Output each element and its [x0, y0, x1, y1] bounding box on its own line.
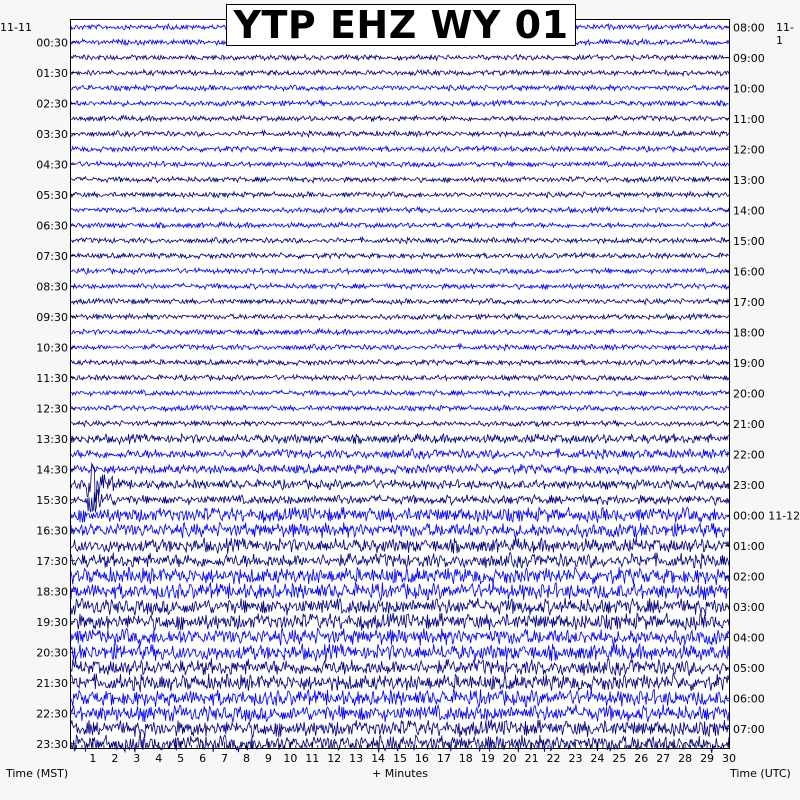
x-tick-label: 10	[283, 752, 298, 765]
right-tick-label: 21:00	[733, 417, 765, 431]
left-axis-label: Time (MST)	[6, 767, 69, 780]
x-tick-label: 29	[700, 752, 715, 765]
trace-row	[71, 613, 729, 631]
trace-row	[71, 70, 729, 76]
left-tick-label: 06:30	[36, 219, 68, 233]
chart-title: YTP EHZ WY 01	[226, 4, 576, 46]
left-tick-label: 15:30	[36, 493, 68, 507]
trace-row	[71, 598, 729, 616]
trace-row	[71, 658, 729, 676]
left-tick-label: 04:30	[36, 158, 68, 172]
right-tick-label: 11:00	[733, 112, 765, 126]
trace-group	[71, 24, 729, 753]
trace-row	[71, 329, 729, 335]
left-tick-label: 01:30	[36, 66, 68, 80]
trace-row	[71, 522, 729, 538]
trace-row	[71, 490, 729, 513]
trace-row	[71, 628, 729, 646]
trace-row	[71, 582, 729, 600]
trace-row	[71, 507, 729, 523]
right-tick-label: 20:00	[733, 387, 765, 401]
right-tick-label: 18:00	[733, 326, 765, 340]
right-tick-label: 03:00	[733, 600, 765, 614]
right-tick-label: 10:00	[733, 82, 765, 96]
x-tick-label: 17	[436, 752, 451, 765]
x-tick-label: 30	[722, 752, 736, 765]
trace-row	[71, 161, 729, 167]
trace-row	[71, 567, 729, 585]
right-tick-label: 12:00	[733, 143, 765, 157]
trace-row	[71, 237, 729, 243]
x-tick-label: 3	[133, 752, 141, 765]
trace-row	[71, 268, 729, 274]
right-tick-label: 22:00	[733, 448, 765, 462]
left-start-date: 11-11	[0, 21, 32, 34]
trace-row	[71, 55, 729, 61]
trace-row	[71, 222, 729, 228]
trace-row	[71, 643, 729, 661]
right-tick-label: 07:00	[733, 722, 765, 736]
trace-row	[71, 421, 729, 427]
left-tick-label: 20:30	[36, 646, 68, 660]
left-tick-label: 12:30	[36, 402, 68, 416]
left-tick-label: 07:30	[36, 249, 68, 263]
trace-row	[71, 115, 729, 121]
x-tick-label: 8	[242, 752, 250, 765]
right-tick-label: 02:00	[733, 570, 765, 584]
left-tick-label: 18:30	[36, 585, 68, 599]
right-tick-label: 17:00	[733, 295, 765, 309]
right-tick-label: 23:00	[733, 478, 765, 492]
trace-row	[71, 146, 729, 152]
trace-row	[71, 344, 729, 350]
left-tick-label: 14:30	[36, 463, 68, 477]
trace-row	[71, 705, 729, 723]
left-tick-label: 11:30	[36, 371, 68, 385]
x-tick-label: 27	[656, 752, 671, 765]
right-tick-label: 14:00	[733, 204, 765, 218]
right-tick-label: 01:00	[733, 539, 765, 553]
x-tick-label: 19	[480, 752, 495, 765]
left-tick-label: 08:30	[36, 280, 68, 294]
x-tick-label: 23	[568, 752, 583, 765]
trace-row	[71, 552, 729, 569]
x-tick-label: 16	[414, 752, 429, 765]
trace-row	[71, 177, 729, 183]
right-tick-label: 06:00	[733, 692, 765, 706]
left-tick-label: 00:30	[36, 36, 68, 50]
left-tick-label: 09:30	[36, 310, 68, 324]
left-tick-label: 10:30	[36, 341, 68, 355]
x-tick-label: 2	[111, 752, 119, 765]
right-tick-label: 16:00	[733, 265, 765, 279]
trace-row	[71, 360, 729, 366]
trace-row	[71, 464, 729, 474]
right-tick-label: 05:00	[733, 661, 765, 675]
right-tick-label: 09:00	[733, 51, 765, 65]
trace-row	[71, 314, 729, 320]
x-tick-label: 12	[327, 752, 342, 765]
left-tick-label: 16:30	[36, 524, 68, 538]
x-tick-label: 6	[199, 752, 207, 765]
trace-row	[71, 390, 729, 396]
left-tick-label: 02:30	[36, 97, 68, 111]
left-tick-label: 17:30	[36, 554, 68, 568]
x-tick-label: 15	[393, 752, 407, 765]
right-tick-label: 00:00 11-12	[733, 509, 800, 523]
x-tick-label: 7	[221, 752, 229, 765]
x-tick-label: 24	[590, 752, 605, 765]
x-tick-label: 22	[546, 752, 561, 765]
left-tick-label: 23:30	[36, 737, 68, 751]
x-tick-label: 18	[458, 752, 473, 765]
trace-row	[71, 299, 729, 305]
left-tick-label: 19:30	[36, 615, 68, 629]
x-tick-label: 21	[524, 752, 539, 765]
trace-row	[71, 433, 729, 444]
trace-row	[71, 253, 729, 259]
right-tick-label: 19:00	[733, 356, 765, 370]
x-tick-label: 26	[634, 752, 649, 765]
trace-row	[71, 720, 729, 738]
left-tick-label: 21:30	[36, 676, 68, 690]
x-tick-label: 14	[371, 752, 386, 765]
trace-row	[71, 537, 729, 554]
x-tick-label: 25	[612, 752, 627, 765]
trace-row	[71, 100, 729, 106]
x-tick-label: 20	[502, 752, 517, 765]
left-tick-label: 22:30	[36, 707, 68, 721]
right-tick-label: 04:00	[733, 631, 765, 645]
left-tick-label: 05:30	[36, 188, 68, 202]
trace-row	[71, 85, 729, 91]
x-tick-label: 4	[155, 752, 163, 765]
x-tick-label: 1	[89, 752, 97, 765]
trace-row	[71, 674, 729, 693]
right-start-date: 11-1	[776, 21, 794, 47]
x-tick-label: 9	[264, 752, 272, 765]
left-tick-label: 13:30	[36, 432, 68, 446]
x-axis-label: + Minutes	[372, 767, 429, 780]
left-tick-label: 03:30	[36, 127, 68, 141]
right-axis-label: Time (UTC)	[730, 767, 791, 780]
trace-row	[71, 689, 729, 707]
x-tick-label: 5	[177, 752, 185, 765]
right-tick-label: 08:00	[733, 21, 765, 35]
right-tick-label: 15:00	[733, 234, 765, 248]
right-tick-label: 13:00	[733, 173, 765, 187]
trace-row	[71, 131, 729, 137]
trace-row	[71, 192, 729, 198]
trace-row	[71, 207, 729, 213]
trace-row	[71, 405, 729, 411]
x-tick-label: 28	[678, 752, 693, 765]
x-tick-label: 11	[305, 752, 320, 765]
x-tick-label: 13	[349, 752, 364, 765]
trace-row	[71, 375, 729, 381]
trace-row	[71, 449, 729, 460]
trace-row	[71, 283, 729, 289]
